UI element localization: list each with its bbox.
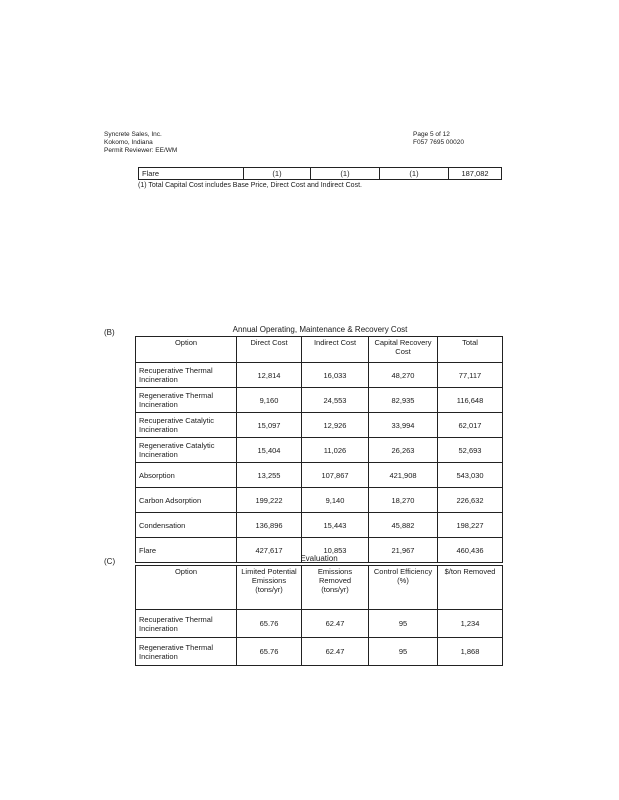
table-header-row xyxy=(136,337,503,363)
table-row xyxy=(136,610,503,638)
table-cell: 26,263 xyxy=(369,438,438,463)
table-cell: 13,255 xyxy=(237,463,302,488)
table-cell: 427,617 xyxy=(237,538,302,563)
table-header-row xyxy=(136,566,503,610)
table-cell: 62.47 xyxy=(302,610,369,638)
table-cell: 65.76 xyxy=(237,610,302,638)
column-header: Capital Recovery Cost xyxy=(369,337,438,363)
table-cell: 226,632 xyxy=(438,488,503,513)
header-page: Page 5 of 12 xyxy=(413,131,450,138)
table-cell: 9,160 xyxy=(237,388,302,413)
column-header: $/ton Removed xyxy=(438,566,503,610)
table-cell: Flare xyxy=(136,538,237,563)
table-cell: 33,994 xyxy=(369,413,438,438)
table-cell: 136,896 xyxy=(237,513,302,538)
table-cell: 107,867 xyxy=(302,463,369,488)
header-permit: F057 7695 00020 xyxy=(413,139,464,146)
table-cell: 62.47 xyxy=(302,638,369,666)
table-cell: 11,026 xyxy=(302,438,369,463)
table-cell: Regenerative Catalytic Incineration xyxy=(136,438,237,463)
header-company: Syncrete Sales, Inc. xyxy=(104,131,162,138)
footnote: (1) Total Capital Cost includes Base Price, Direct Cost and Indirect Cost. xyxy=(138,182,362,189)
table-row xyxy=(136,438,503,463)
table-cell: 9,140 xyxy=(302,488,369,513)
table-cell: 15,404 xyxy=(237,438,302,463)
section-b-title: Annual Operating, Maintenance & Recovery Cost xyxy=(232,325,408,334)
table-cell: 18,270 xyxy=(369,488,438,513)
table-row xyxy=(136,488,503,513)
header-left xyxy=(104,131,177,155)
column-header: Emissions Removed (tons/yr) xyxy=(302,566,369,610)
table-cell: 82,935 xyxy=(369,388,438,413)
column-header: Indirect Cost xyxy=(302,337,369,363)
table-cell: Absorption xyxy=(136,463,237,488)
column-header: Option xyxy=(136,566,237,610)
table-cell: 199,222 xyxy=(237,488,302,513)
table-cell: 12,926 xyxy=(302,413,369,438)
table-cell: 1,868 xyxy=(438,638,503,666)
table-cell: Recuperative Thermal Incineration xyxy=(136,363,237,388)
table-cell: 65.76 xyxy=(237,638,302,666)
header-right xyxy=(413,131,464,147)
table-row xyxy=(136,413,503,438)
column-header: Control Efficiency (%) xyxy=(369,566,438,610)
column-header: Option xyxy=(136,337,237,363)
table-cell: 116,648 xyxy=(438,388,503,413)
table-cell: 1,234 xyxy=(438,610,503,638)
capital-cost-table-fragment xyxy=(138,167,502,180)
table-cell: 21,967 xyxy=(369,538,438,563)
table-cell: (1) xyxy=(380,168,449,180)
table-cell: (1) xyxy=(311,168,380,180)
table-cell: 77,117 xyxy=(438,363,503,388)
section-b-label: (B) xyxy=(104,328,115,337)
table-cell: 460,436 xyxy=(438,538,503,563)
header-location: Kokomo, Indiana xyxy=(104,139,153,146)
table-row xyxy=(136,388,503,413)
table-cell: 12,814 xyxy=(237,363,302,388)
table-cell: 16,033 xyxy=(302,363,369,388)
table-cell: Recuperative Thermal Incineration xyxy=(136,610,237,638)
table-cell: 48,270 xyxy=(369,363,438,388)
table-cell: 543,030 xyxy=(438,463,503,488)
table-row xyxy=(136,638,503,666)
column-header: Direct Cost xyxy=(237,337,302,363)
table-cell: Carbon Adsorption xyxy=(136,488,237,513)
table-cell: 15,443 xyxy=(302,513,369,538)
table-cell: 421,908 xyxy=(369,463,438,488)
table-cell: 187,082 xyxy=(449,168,502,180)
table-cell: Flare xyxy=(139,168,244,180)
section-c-label: (C) xyxy=(104,557,116,566)
table-row xyxy=(136,363,503,388)
annual-cost-table xyxy=(135,336,503,563)
table-cell: 198,227 xyxy=(438,513,503,538)
table-cell: 62,017 xyxy=(438,413,503,438)
table-row xyxy=(136,513,503,538)
column-header: Total xyxy=(438,337,503,363)
table-cell: 95 xyxy=(369,638,438,666)
section-c-title: Evaluation xyxy=(300,554,338,563)
table-row xyxy=(136,463,503,488)
table-cell: 45,882 xyxy=(369,513,438,538)
table-cell: Regenerative Thermal Incineration xyxy=(136,638,237,666)
evaluation-table xyxy=(135,565,503,666)
table-cell: (1) xyxy=(244,168,311,180)
table-cell: 10,853 xyxy=(302,538,369,563)
table-cell: Regenerative Thermal Incineration xyxy=(136,388,237,413)
table-cell: 95 xyxy=(369,610,438,638)
table-cell: Recuperative Catalytic Incineration xyxy=(136,413,237,438)
column-header: Limited Potential Emissions (tons/yr) xyxy=(237,566,302,610)
table-cell: 52,693 xyxy=(438,438,503,463)
header-reviewer: Permit Reviewer: EE/WM xyxy=(104,147,178,154)
table-cell: 24,553 xyxy=(302,388,369,413)
table-cell: Condensation xyxy=(136,513,237,538)
table-cell: 15,097 xyxy=(237,413,302,438)
table-row xyxy=(139,168,502,180)
